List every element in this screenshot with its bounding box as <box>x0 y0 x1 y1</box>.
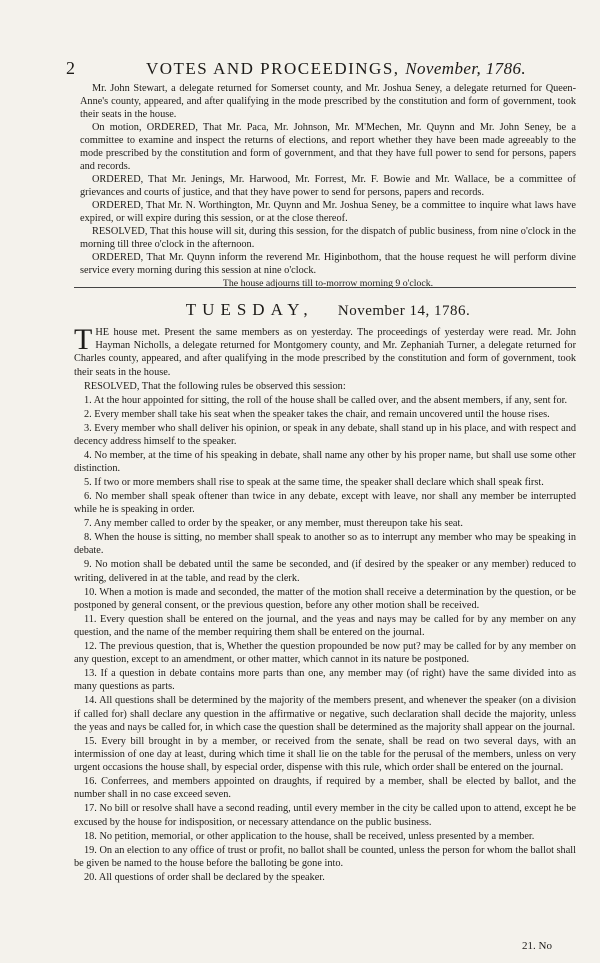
section-divider <box>74 287 576 288</box>
header-date: November, 1786. <box>405 59 527 78</box>
intro-paragraph: THE house met. Present the same members as on yesterday. The proceedings of yesterday were read. Mr. John Hayman Nicholls, a delegate returned for Montgomery county, and Mr. Zephaniah Turner, a delegate returned for Charles county, appeared, and after qualifying in the mode prescribed by the constitution and form of government, took their seats in the house. <box>74 323 576 378</box>
paragraph: Mr. John Stewart, a delegate returned for Somerset county, and Mr. Joshua Seney, a delegate returned for Queen-Anne's county, appeared, and after qualifying in the mode prescribed by the constitution and form of government, took their seats in the house. <box>80 83 576 120</box>
rule-item: 1. At the hour appointed for sitting, the roll of the house shall be called over, and the absent members, if any, sent for. <box>84 394 568 406</box>
adjournment-note: The house adjourns till to-morrow morning 9 o'clock. <box>222 278 434 289</box>
rule-item: 10. When a motion is made and seconded, the matter of the motion shall receive a determination by the question, or be postponed by general consent, or the previous question, before any other motion shall be received. <box>74 586 576 611</box>
rule-item: 12. The previous question, that is, Whether the question propounded be now put? may be called for by any member on any question, except to an amendment, or other matter, which cannot in its nature be postponed. <box>74 641 576 666</box>
paragraph: RESOLVED, That this house will sit, during this session, for the dispatch of public business, from nine o'clock in the morning till three o'clock in the afternoon. <box>80 226 576 250</box>
rule-item: 4. No member, at the time of his speaking in debate, shall name any other by his proper name, but shall use some other distinction. <box>74 449 576 475</box>
rule-item: 19. On an election to any office of trust or profit, no ballot shall be counted, unless the person for whom the ballot shall be given be named to the house before the balloting be gone into. <box>74 844 576 869</box>
rule-item: 11. Every question shall be entered on the journal, and the yeas and nays may be called for by any member on any question, and the name of the member requiring them shall be entered on the journal. <box>74 613 576 639</box>
day-proceedings <box>74 323 576 885</box>
rule-item: 7. Any member called to order by the speaker, or any member, must thereupon take his seat. <box>84 518 463 530</box>
paragraph: ORDERED, That Mr. Quynn inform the reverend Mr. Higinbothom, that the house request he will perform divine service every morning during this session at nine o'clock. <box>80 252 576 276</box>
day-name: TUESDAY, <box>185 300 314 319</box>
rule-item: 13. If a question in debate contains more parts than one, any member may (of right) have the same divided into as many questions as parts. <box>74 668 576 693</box>
paragraph: ORDERED, That Mr. N. Worthington, Mr. Quynn and Mr. Joshua Seney, be a committee to inquire what laws have expired, or will expire during this session, or at the close thereof. <box>80 200 576 224</box>
rule-item: 16. Conferrees, and members appointed on draughts, if required by a member, shall be elected by ballot, and the number shall in no case exceed seven. <box>74 776 576 801</box>
rule-item: 3. Every member who shall deliver his opinion, or speak in any debate, shall stand up in his place, and with respect and decency address himself to the speaker. <box>74 422 576 447</box>
day-date: November 14, 1786. <box>337 303 471 319</box>
rule-item: 17. No bill or resolve shall have a second reading, until every member in the city be called upon to attend, except he be excused by the house for indisposition, or necessary attendance on the public business. <box>74 803 576 828</box>
rule-item: 15. Every bill brought in by a member, or received from the senate, shall be read on two several days, with an intermission of one day at least, during which time it shall lie on the table for the perusal of the members, unless on very urgent occasions the house shall, by especial order, dispense with this rule, which order shall be entered on the journal. <box>74 735 576 774</box>
rule-item: 14. All questions shall be determined by the majority of the members present, and whenever the speaker (on a division if called for) shall declare any question in the affirmative or negative, such declaration shall decide the majority, unless the yeas and nays be called for, in which case the question shall be determined as the majority shall appear on the journal. <box>74 695 576 733</box>
rule-item: 8. When the house is sitting, no member shall speak to another so as to interrupt any member who may be speaking in debate. <box>74 532 576 557</box>
page-number: 2 <box>66 58 77 78</box>
rule-item: 20. All questions of order shall be declared by the speaker. <box>84 871 325 883</box>
paragraph: ORDERED, That Mr. Jenings, Mr. Harwood, Mr. Forrest, Mr. F. Bowie and Mr. Wallace, be a committee of grievances and courts of justice, and that they have power to send for persons, papers and records. <box>80 174 576 198</box>
catchword: 21. No <box>522 940 552 952</box>
title-text: VOTES AND PROCEEDINGS, <box>145 59 400 78</box>
prior-day-proceedings <box>80 82 576 290</box>
rule-item: 5. If two or more members shall rise to speak at the same time, the speaker shall declare which shall speak first. <box>84 477 544 489</box>
rule-item: 18. No petition, memorial, or other application to the house, shall be received, unless presented by a member. <box>84 830 535 842</box>
rule-item: 2. Every member shall take his seat when the speaker takes the chair, and remain uncovered until the house rises. <box>84 408 550 420</box>
resolved-intro: RESOLVED, That the following rules be observed this session: <box>84 380 346 392</box>
rule-item: 6. No member shall speak oftener than twice in any debate, except with leave, nor shall any member be interrupted while he is speaking in order. <box>74 491 576 516</box>
day-heading <box>80 300 576 320</box>
rule-item: 9. No motion shall be debated until the same be seconded, and (if desired by the speaker or any member) reduced to writing, delivered in at the table, and read by the clerk. <box>74 559 576 584</box>
page-header <box>66 58 576 79</box>
paragraph: On motion, ORDERED, That Mr. Paca, Mr. Johnson, Mr. M'Mechen, Mr. Quynn and Mr. John Seney, be a committee to examine and inspect the returns of elections, and report whether they have been made agreeably to the mode prescribed by the constitution and form of government, and that they have full power to send for persons, papers and records. <box>80 122 576 172</box>
page-title <box>96 59 576 79</box>
